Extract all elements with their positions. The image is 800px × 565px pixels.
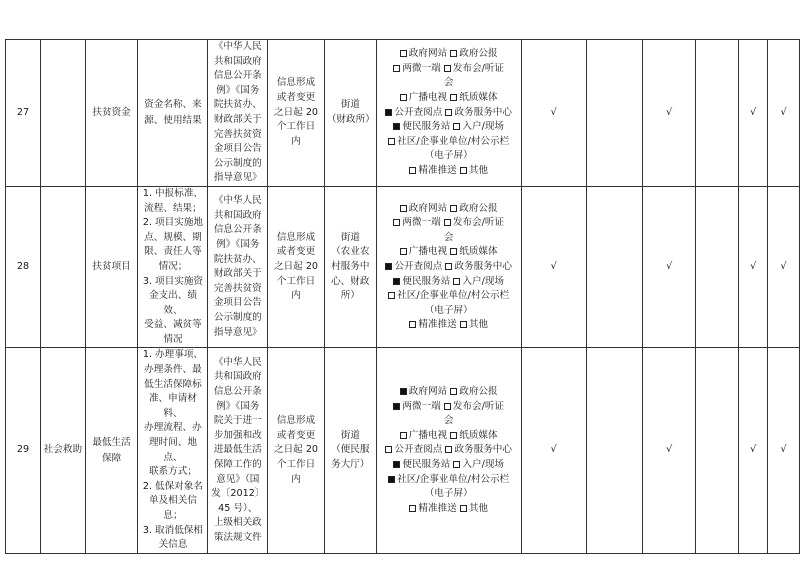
channel-option — [393, 121, 450, 132]
basis-line: 上级相关政 — [213, 517, 262, 529]
channel-label: （电子屏） — [424, 304, 473, 316]
basis-line: 院扶贫办、 — [213, 99, 262, 111]
channel-option — [450, 92, 497, 103]
channel-line — [379, 502, 519, 517]
channel-option — [444, 63, 504, 74]
channel-line — [379, 487, 519, 502]
basis-line: 信息公开条 — [213, 70, 262, 82]
channel-option — [388, 474, 509, 485]
content-line: 单及相关信 — [148, 495, 197, 507]
channel-label: 广播电视 — [408, 429, 448, 441]
table-body — [6, 40, 800, 554]
channel-line — [379, 260, 519, 275]
channel-line — [379, 135, 519, 150]
channel-label: 政府公报 — [459, 202, 498, 214]
check-mark-cell: √ — [643, 348, 696, 553]
channels-cell — [376, 40, 521, 187]
content-line: 限、责任人等 — [144, 246, 202, 258]
channel-line — [379, 120, 519, 135]
basis-line: 完善扶贫资 — [213, 128, 262, 140]
content-line: 办理条件、最 — [144, 364, 202, 376]
checked-box-icon — [388, 476, 395, 483]
empty-box-icon — [400, 94, 407, 101]
empty-box-icon — [450, 248, 457, 255]
check-mark-cell: √ — [521, 186, 586, 348]
channel-line — [379, 76, 519, 91]
empty-box-icon — [400, 432, 407, 439]
channel-option — [393, 401, 440, 412]
subject-line: （便民服 — [331, 444, 370, 456]
empty-box-icon — [400, 248, 407, 255]
time-limit-line: 信息形成 — [276, 77, 316, 89]
check-mark-cell: √ — [768, 40, 800, 187]
channel-option — [450, 430, 497, 441]
channel-label: 其他 — [468, 319, 489, 331]
channel-line — [379, 231, 519, 246]
time-limit-line: 内 — [291, 135, 301, 147]
channel-label: 精准推送 — [418, 319, 457, 331]
channel-label: 发布会/听证 — [452, 400, 505, 412]
check-mark-cell: √ — [739, 348, 768, 553]
channel-option — [385, 444, 442, 455]
time-limit-line: 或者变更 — [276, 246, 316, 258]
empty-box-icon — [409, 321, 416, 328]
channel-note — [425, 150, 473, 161]
empty-box-icon — [388, 138, 395, 145]
channel-line — [379, 304, 519, 319]
time-limit-line: 之日起 20 — [273, 444, 319, 456]
channel-option — [400, 430, 447, 441]
basis-line: 指导意见》 — [213, 326, 262, 338]
content-line: 情况 — [163, 333, 183, 345]
channel-option — [409, 319, 456, 330]
category-cell — [41, 186, 86, 348]
channel-label: 便民服务站 — [402, 121, 451, 133]
channel-label: 公开查阅点 — [394, 106, 443, 118]
channel-option — [460, 503, 488, 514]
empty-box-icon — [445, 446, 452, 453]
channel-line — [379, 245, 519, 260]
time-limit-line: 个工作日 — [276, 275, 316, 287]
channel-note — [444, 415, 454, 426]
check-mark-cell — [586, 348, 642, 553]
channel-option — [444, 401, 504, 412]
channel-label: 两微一端 — [402, 400, 441, 412]
check-mark-cell: √ — [739, 40, 768, 187]
channel-label: 两微一端 — [402, 217, 441, 229]
channel-label: 社区/企事业单位/村公示栏 — [397, 135, 510, 147]
basis-line: 指导意见》 — [213, 172, 262, 184]
empty-box-icon — [460, 167, 467, 174]
subject-line: 务大厅） — [331, 458, 370, 470]
channel-option — [450, 203, 497, 214]
channel-label: 政务服务中心 — [454, 106, 512, 118]
content-line: 关信息 — [158, 539, 188, 551]
channel-label: 公开查阅点 — [394, 444, 443, 456]
channel-line — [379, 414, 519, 429]
channels-cell — [376, 348, 521, 553]
basis-cell — [208, 40, 268, 187]
channel-line — [379, 149, 519, 164]
content-line: 3. 取消低保相 — [142, 524, 204, 536]
row-number: 27 — [6, 40, 41, 187]
item-cell: 扶贫项目 — [85, 186, 138, 348]
content-line: 低生活保障标 — [144, 378, 202, 390]
table-row — [6, 40, 800, 187]
channel-note — [425, 488, 473, 499]
empty-box-icon — [450, 388, 457, 395]
channel-line — [379, 443, 519, 458]
check-mark-cell: √ — [643, 186, 696, 348]
checked-box-icon — [385, 109, 392, 116]
channel-label: 会 — [443, 231, 454, 243]
channel-label: 政务服务中心 — [454, 260, 512, 272]
basis-line: 例》《国务 — [216, 239, 260, 251]
subject-line: 所） — [340, 290, 360, 302]
basis-line: 公示制度的 — [213, 311, 262, 323]
empty-box-icon — [445, 109, 452, 116]
basis-line: 步加强和改 — [213, 429, 262, 441]
subject-line: 街道 — [340, 231, 360, 243]
content-line: 1. 办理事项、 — [142, 349, 204, 361]
checked-box-icon — [400, 388, 407, 395]
basis-line: 财政部关于 — [213, 268, 262, 280]
channel-option — [460, 165, 488, 176]
channel-label: 纸质媒体 — [459, 429, 498, 441]
content-line: 2. 项目实施地 — [142, 217, 204, 229]
empty-box-icon — [444, 65, 451, 72]
content-line: 联系方式； — [148, 466, 197, 478]
basis-line: 保障工作的 — [213, 458, 262, 470]
channel-option — [450, 48, 497, 59]
channel-option — [445, 444, 512, 455]
row-number: 29 — [6, 348, 41, 553]
channel-label: 政府网站 — [408, 202, 448, 214]
channel-line — [379, 458, 519, 473]
basis-line: 《中华人民 — [213, 41, 262, 52]
channel-label: 纸质媒体 — [459, 246, 498, 258]
content-line: 点、规模、期 — [144, 231, 202, 243]
subject-line: 心、财政 — [331, 275, 370, 287]
basis-line: 45 号）、 — [218, 502, 258, 514]
channel-line — [379, 275, 519, 290]
empty-box-icon — [460, 505, 467, 512]
check-mark-cell: √ — [768, 186, 800, 348]
content-line: 办理流程、办 — [144, 422, 202, 434]
basis-line: 进最低生活 — [213, 444, 262, 456]
table-row — [6, 348, 800, 553]
channel-option — [388, 290, 509, 301]
empty-box-icon — [400, 50, 407, 57]
channel-line — [379, 400, 519, 415]
content-line: 息； — [163, 510, 183, 521]
empty-box-icon — [388, 292, 395, 299]
channel-label: 公开查阅点 — [394, 260, 443, 272]
check-mark-cell — [696, 186, 739, 348]
channel-label: 广播电视 — [408, 92, 448, 104]
channel-option — [400, 92, 447, 103]
empty-box-icon — [450, 50, 457, 57]
channel-option — [450, 246, 497, 257]
category-cell: 社会救助 — [41, 348, 86, 553]
subject-cell — [324, 348, 376, 553]
channel-option — [453, 276, 504, 287]
check-mark-cell — [696, 40, 739, 187]
subject-line: 街道 — [340, 99, 360, 111]
checked-box-icon — [393, 461, 400, 468]
basis-line: 财政部关于 — [213, 113, 262, 125]
channel-label: 纸质媒体 — [459, 92, 498, 104]
basis-line: 共和国政府 — [213, 55, 262, 67]
channel-label: 便民服务站 — [402, 458, 451, 470]
channel-label: 社区/企事业单位/村公示栏 — [397, 473, 510, 485]
channel-option — [400, 203, 447, 214]
channel-option — [450, 386, 497, 397]
channel-label: 精准推送 — [418, 165, 457, 177]
time-limit-cell — [268, 186, 325, 348]
channel-line — [379, 47, 519, 62]
basis-line: 共和国政府 — [213, 209, 262, 221]
channel-option — [400, 246, 447, 257]
channel-line — [379, 106, 519, 121]
basis-line: 金项目公告 — [213, 143, 262, 155]
empty-box-icon — [453, 278, 460, 285]
time-limit-line: 内 — [291, 473, 301, 485]
check-mark-cell: √ — [521, 348, 586, 553]
channel-line — [379, 429, 519, 444]
channel-label: 政府公报 — [459, 385, 498, 397]
channel-label: 入户/现场 — [462, 121, 505, 133]
content-line: 3. 项目实施资 — [142, 275, 204, 287]
basis-line: 《中华人民 — [213, 195, 262, 207]
item-cell: 扶贫资金 — [85, 40, 138, 187]
channel-label: 其他 — [468, 502, 489, 514]
content-line: 准、申请材料、 — [148, 393, 197, 419]
time-limit-line: 之日起 20 — [273, 260, 319, 272]
channel-line — [379, 164, 519, 179]
content-line: 资金名称、来源、使用结果 — [144, 98, 202, 126]
channel-option — [393, 217, 440, 228]
channel-option — [393, 459, 450, 470]
empty-box-icon — [409, 167, 416, 174]
basis-line: 完善扶贫资 — [213, 282, 262, 294]
content-line: 1. 中报标准、 — [142, 187, 204, 199]
basis-line: 例》《国务 — [216, 84, 260, 96]
empty-box-icon — [460, 321, 467, 328]
table-row — [6, 186, 800, 348]
content-line: 金支出、绩效、 — [148, 290, 197, 316]
channel-line — [379, 62, 519, 77]
basis-line: 院关于进一 — [213, 415, 262, 427]
category-cell — [41, 40, 86, 187]
row-number: 28 — [6, 186, 41, 348]
basis-line: 信息公开条 — [213, 385, 262, 397]
channel-option — [460, 319, 488, 330]
empty-box-icon — [450, 205, 457, 212]
basis-line: 院扶贫办、 — [213, 253, 262, 265]
checked-box-icon — [385, 263, 392, 270]
basis-line: 公示制度的 — [213, 157, 262, 169]
empty-box-icon — [400, 205, 407, 212]
subject-cell — [324, 40, 376, 187]
checked-box-icon — [393, 278, 400, 285]
time-limit-line: 之日起 20 — [273, 106, 319, 118]
check-mark-cell: √ — [739, 186, 768, 348]
content-line: 2. 低保对象名 — [142, 480, 204, 492]
subject-line: 村服务中 — [331, 260, 370, 272]
empty-box-icon — [445, 263, 452, 270]
content-line: 流程、结果； — [144, 202, 202, 214]
channel-note — [444, 232, 454, 243]
channel-option — [445, 261, 512, 272]
empty-box-icon — [393, 65, 400, 72]
channel-option — [409, 165, 456, 176]
time-limit-line: 内 — [291, 290, 301, 302]
channel-note — [444, 77, 454, 88]
empty-box-icon — [444, 403, 451, 410]
channel-label: 会 — [443, 77, 454, 89]
channel-note — [425, 305, 473, 316]
basis-line: 意见》（国 — [216, 473, 260, 485]
basis-line: 信息公开条 — [213, 224, 262, 236]
channel-label: （电子屏） — [424, 488, 473, 500]
channel-option — [453, 121, 504, 132]
channel-label: 便民服务站 — [402, 275, 451, 287]
channel-label: 政府公报 — [459, 48, 498, 60]
time-limit-line: 个工作日 — [276, 121, 316, 133]
channel-option — [400, 48, 447, 59]
channel-label: 入户/现场 — [462, 275, 505, 287]
basis-line: 金项目公告 — [213, 297, 262, 309]
channel-line — [379, 91, 519, 106]
basis-line: 策法规文件 — [213, 531, 262, 543]
channel-label: 政务服务中心 — [454, 444, 512, 456]
check-mark-cell — [696, 348, 739, 553]
channel-option — [445, 107, 512, 118]
channel-option — [409, 503, 456, 514]
content-cell — [138, 186, 208, 348]
channel-label: 两微一端 — [402, 62, 441, 74]
basis-cell — [208, 186, 268, 348]
time-limit-cell — [268, 348, 325, 553]
check-mark-cell — [586, 186, 642, 348]
channel-label: 政府网站 — [408, 385, 448, 397]
disclosure-table — [5, 39, 800, 554]
time-limit-line: 或者变更 — [276, 429, 316, 441]
empty-box-icon — [444, 219, 451, 226]
channel-line — [379, 385, 519, 400]
item-cell: 最低生活保障 — [85, 348, 138, 553]
time-limit-line: 信息形成 — [276, 231, 316, 243]
channel-line — [379, 318, 519, 333]
channel-option — [400, 386, 447, 397]
content-cell — [138, 40, 208, 187]
channel-line — [379, 202, 519, 217]
empty-box-icon — [453, 461, 460, 468]
time-limit-cell — [268, 40, 325, 187]
channel-line — [379, 216, 519, 231]
channel-option — [393, 63, 440, 74]
empty-box-icon — [385, 446, 392, 453]
channel-option — [385, 261, 442, 272]
basis-line: 例》《国务 — [216, 400, 260, 412]
basis-line: 共和国政府 — [213, 371, 262, 383]
channel-label: 入户/现场 — [462, 458, 505, 470]
empty-box-icon — [393, 219, 400, 226]
content-cell — [138, 348, 208, 553]
time-limit-line: 或者变更 — [276, 92, 316, 104]
channel-option — [453, 459, 504, 470]
content-line: 情况； — [158, 260, 188, 272]
channel-line — [379, 473, 519, 488]
channels-cell — [376, 186, 521, 348]
channel-label: 广播电视 — [408, 246, 448, 258]
channel-option — [388, 136, 509, 147]
empty-box-icon — [450, 432, 457, 439]
time-limit-line: 信息形成 — [276, 415, 316, 427]
check-mark-cell: √ — [643, 40, 696, 187]
channel-label: （电子屏） — [424, 150, 473, 162]
channel-label: 发布会/听证 — [452, 62, 505, 74]
basis-line: 《中华人民 — [213, 356, 262, 368]
channel-label: 会 — [443, 415, 454, 427]
checked-box-icon — [393, 123, 400, 130]
channel-option — [385, 107, 442, 118]
channel-option — [393, 276, 450, 287]
content-line: 受益、减贫等 — [144, 319, 202, 331]
empty-box-icon — [453, 123, 460, 130]
check-mark-cell: √ — [768, 348, 800, 553]
time-limit-line: 个工作日 — [276, 458, 316, 470]
check-mark-cell — [586, 40, 642, 187]
channel-option — [444, 217, 504, 228]
basis-cell — [208, 348, 268, 553]
channel-line — [379, 289, 519, 304]
channel-label: 政府网站 — [408, 48, 448, 60]
empty-box-icon — [409, 505, 416, 512]
subject-cell — [324, 186, 376, 348]
channel-label: 社区/企事业单位/村公示栏 — [397, 290, 510, 302]
empty-box-icon — [450, 94, 457, 101]
check-mark-cell: √ — [521, 40, 586, 187]
content-line: 理时间、地点、 — [148, 437, 197, 463]
subject-line: （农业农 — [331, 246, 370, 258]
basis-line: 发〔2012〕 — [211, 488, 265, 500]
checked-box-icon — [393, 403, 400, 410]
channel-label: 其他 — [468, 165, 489, 177]
channel-label: 发布会/听证 — [452, 217, 505, 229]
channel-label: 精准推送 — [418, 502, 457, 514]
subject-line: （财政所） — [326, 113, 375, 125]
subject-line: 街道 — [340, 429, 360, 441]
